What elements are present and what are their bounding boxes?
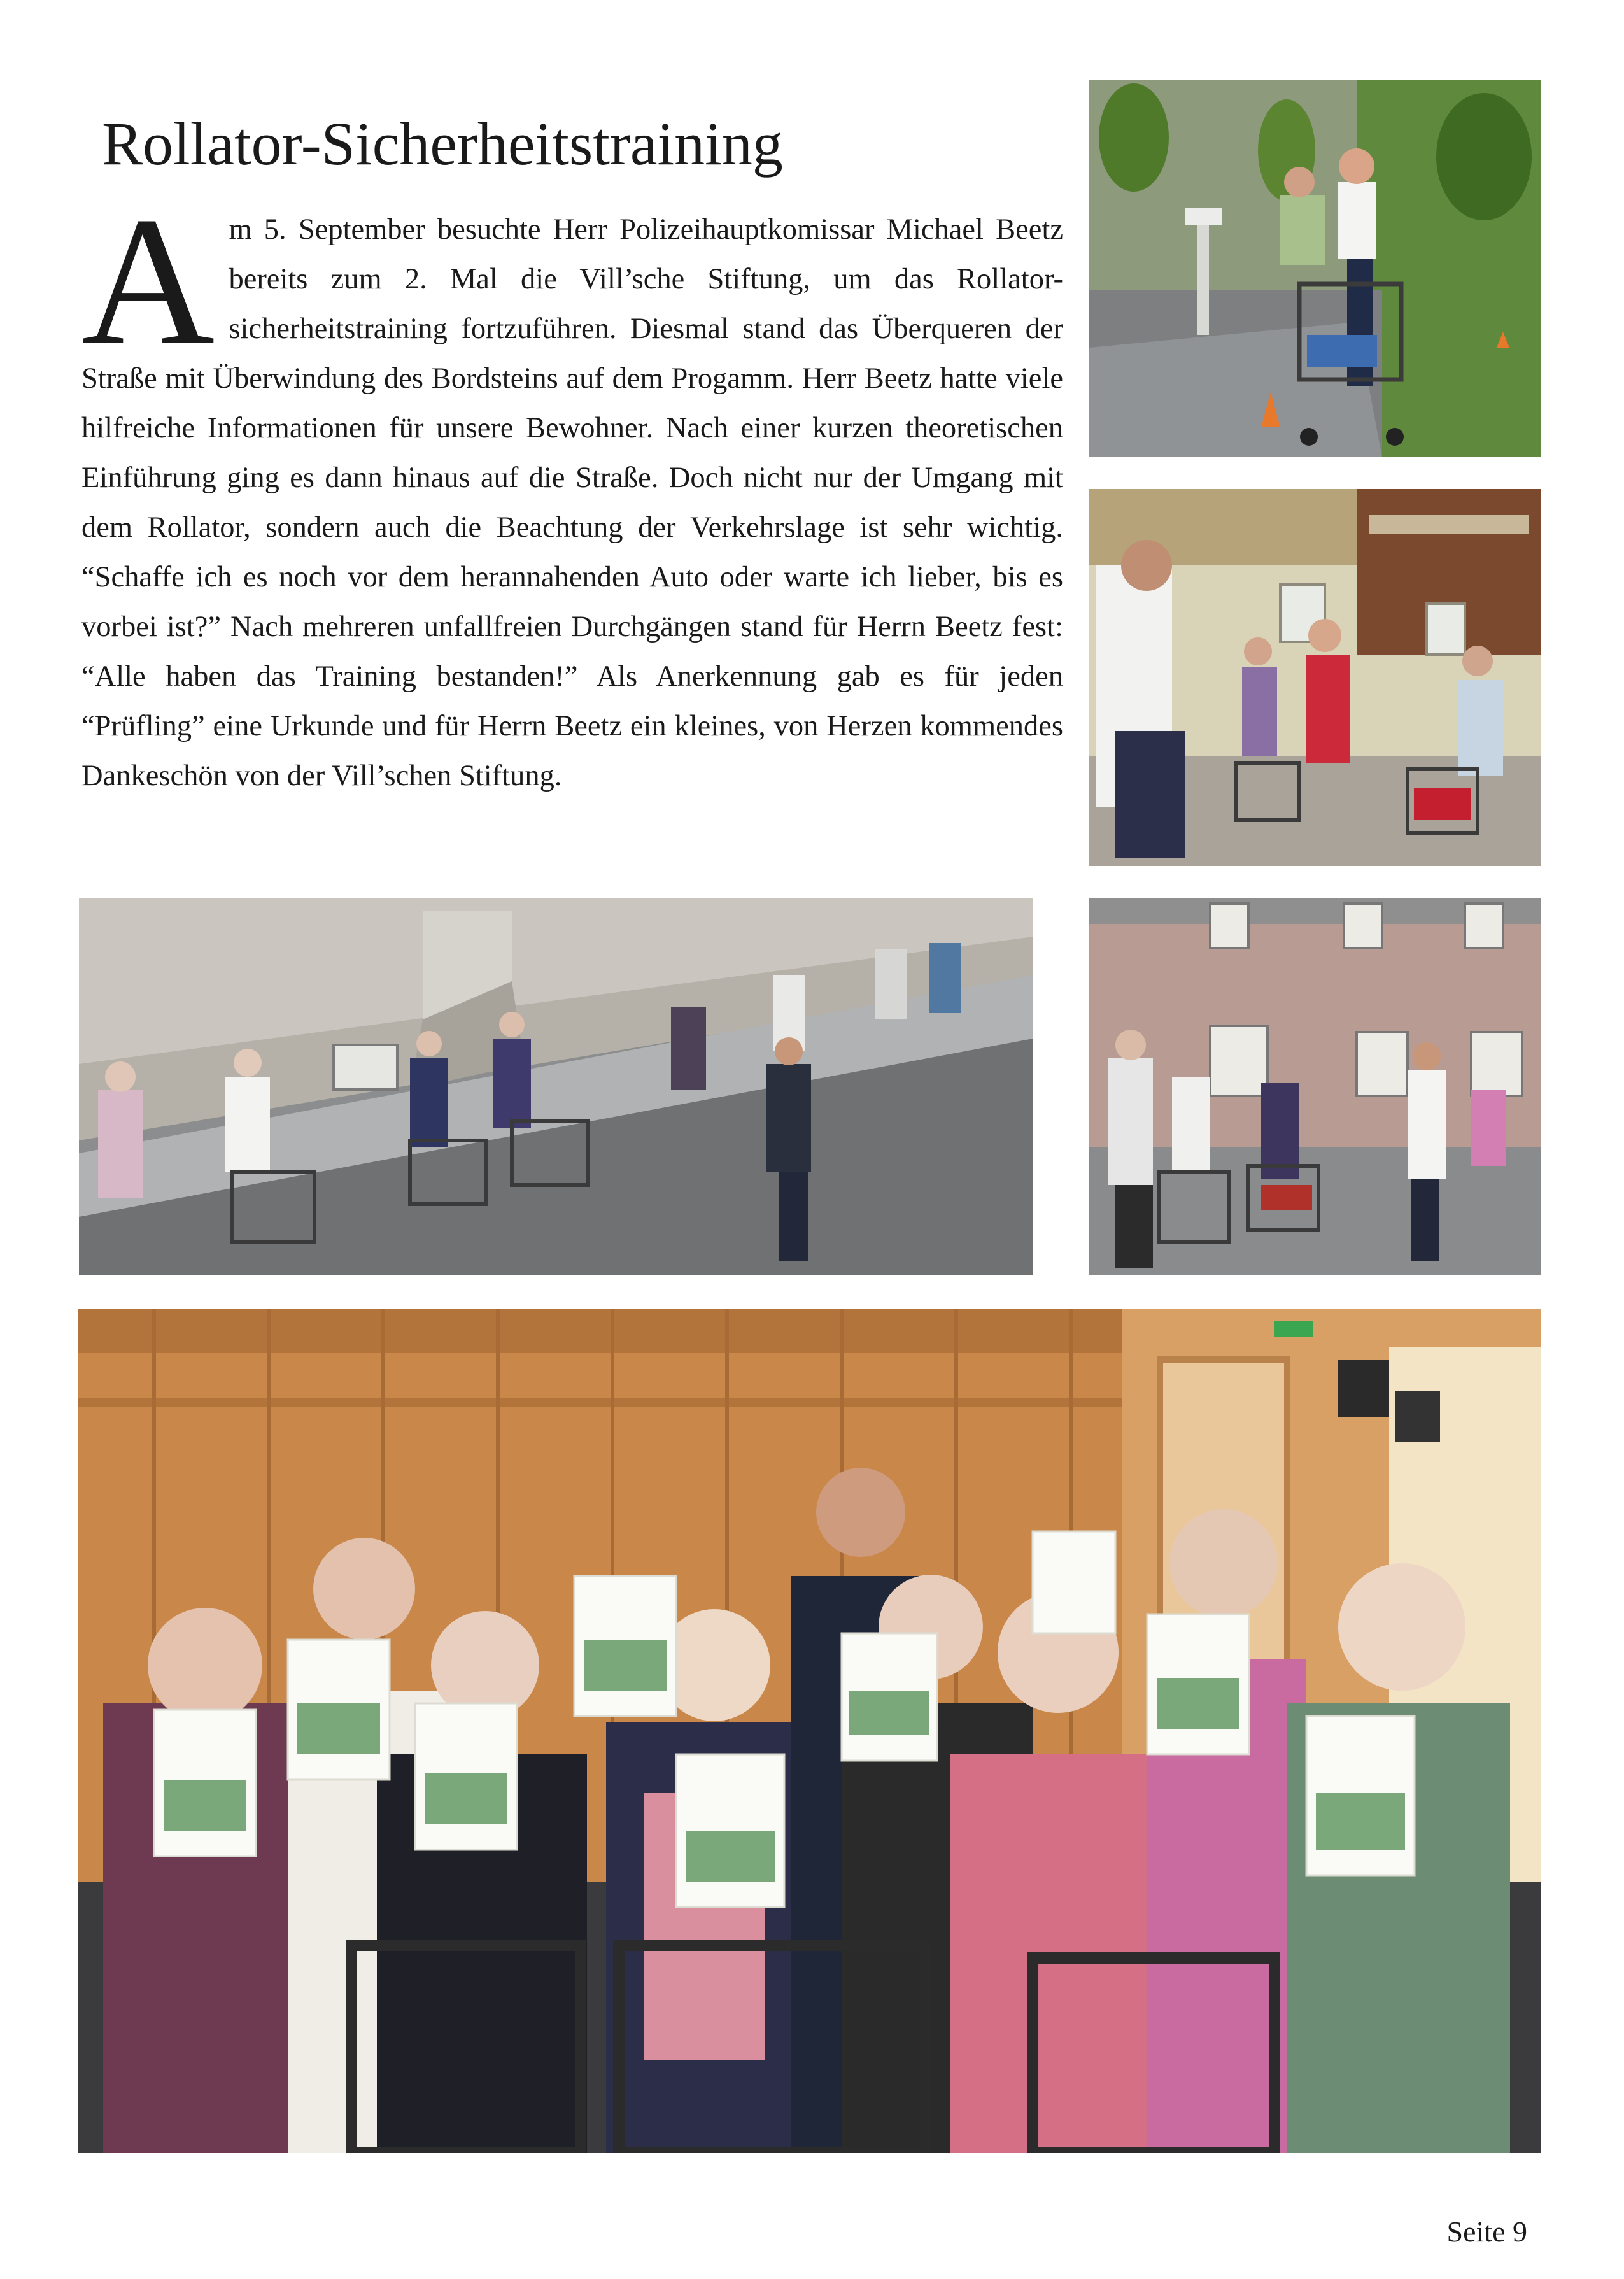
article-body-text: m 5. September besuchte Herr Polizeihauptkomissar Michael Beetz bereits zum 2. Mal die Vill’sche Stiftung, um das Rollator-sicherheitstraining fortzuführen. Diesmal stand das Überqueren der Straße mit Überwindung des Bordsteins auf dem Progamm. Herr Beetz hatte viele hilfreiche Informationen für unsere Bewohner. Nach einer kurzen theoretischen Einführung ging es dann hinaus auf die Straße. Doch nicht nur der Umgang mit dem Rollator, sondern auch die Beachtung der Verkehrslage ist sehr wichtig. “Schaffe ich es noch vor dem herannahenden Auto oder warte ich lieber, bis es vorbei ist?” Nach mehreren unfallfreien Durchgängen stand für Herrn Beetz fest: “Alle haben das Training bestanden!” Als Anerkennung gab es für jeden “Prüfling” eine Urkunde und für Herrn Beetz ein kleines, von Herzen kommendes Dankeschön von der Vill’schen Stiftung. [81, 213, 1063, 792]
article-title: Rollator-Sicherheitstraining [102, 110, 783, 178]
photo-garden-training [1089, 80, 1541, 457]
photo-street-lineup [79, 898, 1033, 1275]
photo-certificate-group [78, 1309, 1541, 2153]
photo-courtyard-group [1089, 489, 1541, 866]
page-number: Seite 9 [1446, 2215, 1527, 2248]
drop-cap: A [81, 179, 215, 383]
article-body [81, 179, 1063, 801]
photo-building-street [1089, 898, 1541, 1275]
